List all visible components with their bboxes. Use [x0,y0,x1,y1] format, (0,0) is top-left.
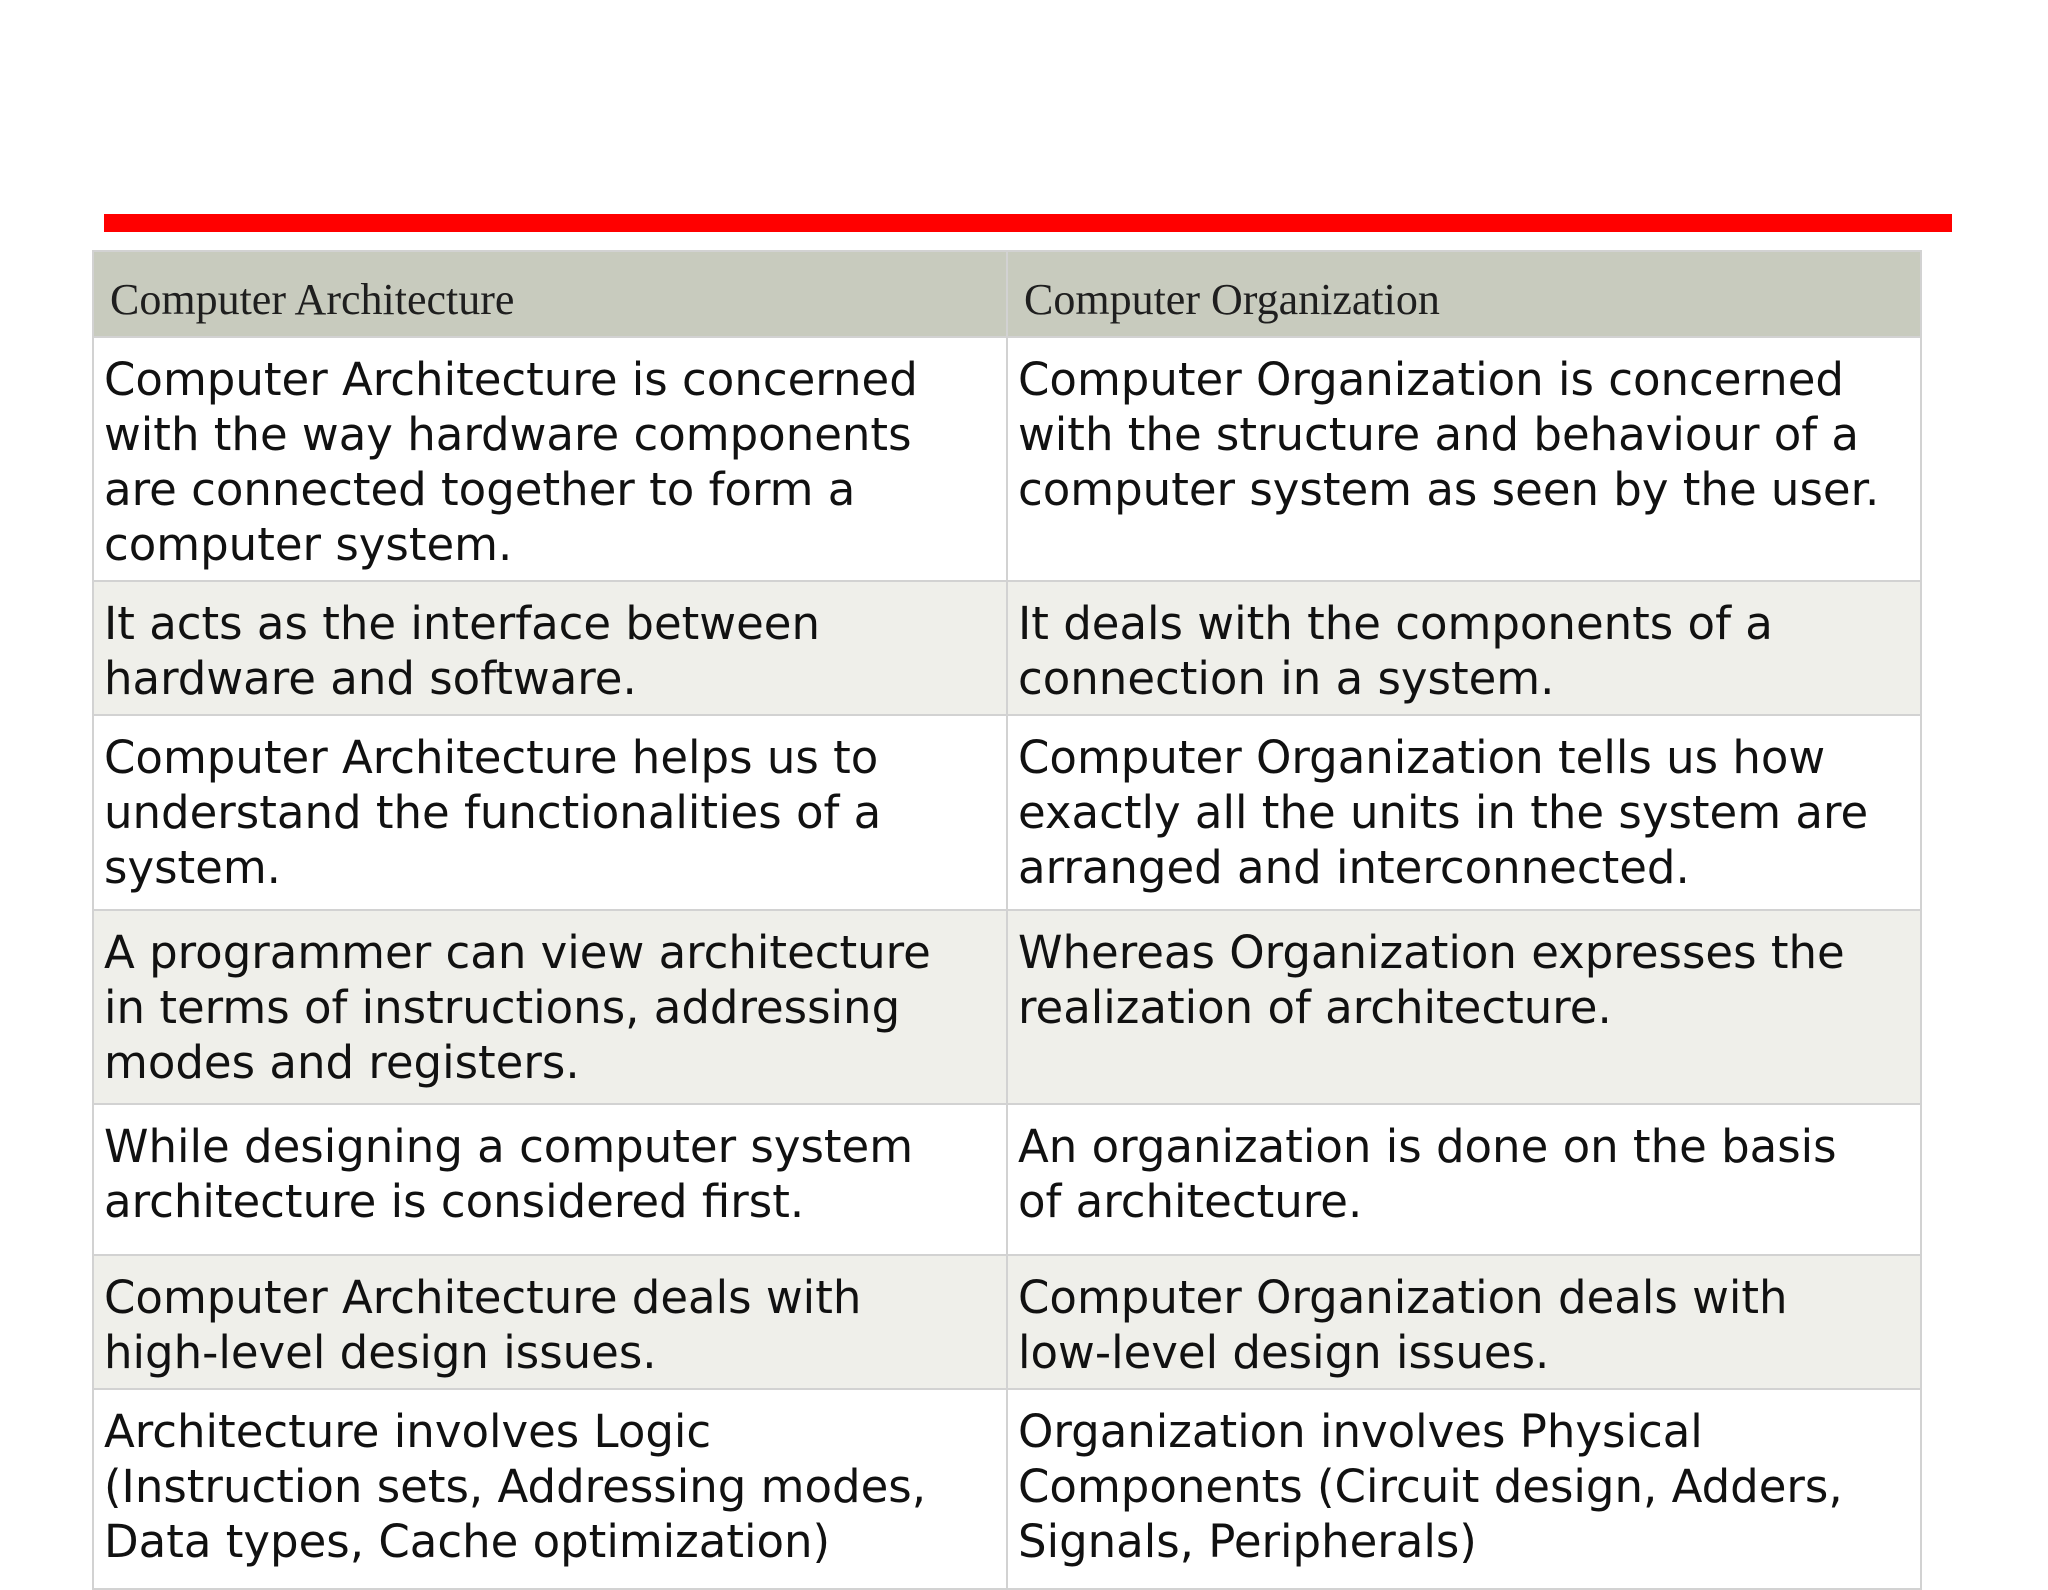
cell-text: Computer Architecture deals with high-level design issues. [104,1271,862,1379]
table-row [93,910,1921,1104]
header-computer-architecture: Computer Architecture [93,251,1007,337]
table-row [93,1389,1921,1589]
title-underline-rule [104,214,1952,232]
architecture-cell [93,337,1007,581]
organization-cell [1007,1104,1921,1255]
cell-text: Computer Architecture is concerned with the way hardware components are connected together to form a computer system. [104,353,918,571]
table-row [93,581,1921,715]
table-row [93,715,1921,910]
cell-text: It deals with the components of a connection in a system. [1018,597,1773,705]
organization-cell [1007,715,1921,910]
cell-text: Organization involves Physical Components (Circuit design, Adders, Signals, Peripherals) [1018,1405,1843,1568]
cell-text: An organization is done on the basis of architecture. [1018,1120,1837,1228]
architecture-cell [93,910,1007,1104]
cell-text: While designing a computer system architecture is considered first. [104,1120,914,1228]
organization-cell [1007,581,1921,715]
cell-text: A programmer can view architecture in terms of instructions, addressing modes and registers. [104,926,931,1089]
organization-cell [1007,337,1921,581]
cell-text: Computer Organization is concerned with the structure and behaviour of a computer system as seen by the user. [1018,353,1880,516]
organization-cell [1007,910,1921,1104]
table-row [93,337,1921,581]
architecture-cell [93,1255,1007,1389]
cell-text: Computer Organization deals with low-level design issues. [1018,1271,1788,1379]
cell-text: Computer Architecture helps us to understand the functionalities of a system. [104,731,882,894]
cell-text: It acts as the interface between hardware and software. [104,597,821,705]
organization-cell [1007,1255,1921,1389]
header-computer-organization: Computer Organization [1007,251,1921,337]
architecture-cell [93,581,1007,715]
architecture-cell [93,1389,1007,1589]
cell-text: Architecture involves Logic (Instruction sets, Addressing modes, Data types, Cache optimization) [104,1405,926,1568]
table-row [93,1255,1921,1389]
table-row [93,1104,1921,1255]
organization-cell [1007,1389,1921,1589]
comparison-table-container [92,250,1920,1568]
cell-text: Whereas Organization expresses the realization of architecture. [1018,926,1845,1034]
architecture-cell [93,1104,1007,1255]
table-header-row [93,251,1921,337]
cell-text: Computer Organization tells us how exactly all the units in the system are arranged and interconnected. [1018,731,1869,894]
architecture-cell [93,715,1007,910]
comparison-table [92,250,1922,1590]
